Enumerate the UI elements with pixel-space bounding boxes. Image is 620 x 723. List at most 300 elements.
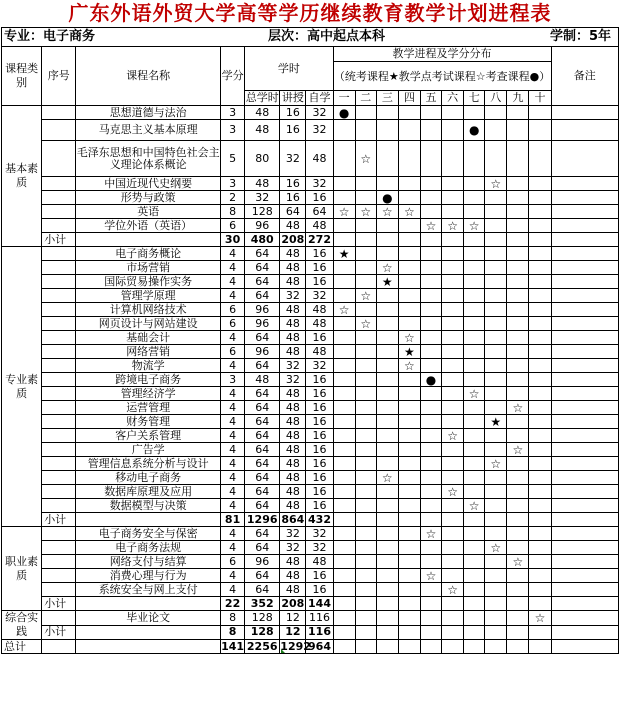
term-cell <box>464 289 485 303</box>
term-cell <box>507 275 529 289</box>
seq-cell <box>42 499 76 513</box>
credit-cell: 4 <box>221 359 245 373</box>
term-cell <box>333 569 355 583</box>
term-cell <box>376 219 398 233</box>
term-cell <box>398 317 420 331</box>
term-cell <box>529 191 551 205</box>
term-cell <box>529 443 551 457</box>
term-cell <box>398 457 420 471</box>
term-cell <box>333 177 355 191</box>
term-cell <box>420 359 441 373</box>
term-marker: ☆ <box>485 541 507 555</box>
hours-self-cell: 16 <box>306 485 333 499</box>
header-dist-title: 教学进程及学分分布 <box>333 47 551 62</box>
term-cell <box>529 303 551 317</box>
hours-self-cell: 48 <box>306 141 333 177</box>
term-cell <box>376 457 398 471</box>
course-name: 管理学原理 <box>76 289 221 303</box>
credit-cell: 6 <box>221 219 245 233</box>
term-cell <box>529 120 551 141</box>
term-cell <box>485 443 507 457</box>
term-cell <box>485 569 507 583</box>
term-cell <box>442 541 464 555</box>
seq-cell <box>42 541 76 555</box>
term-cell <box>507 289 529 303</box>
term-cell <box>376 359 398 373</box>
hours-total-cell: 128 <box>245 611 280 626</box>
term-marker: ★ <box>485 415 507 429</box>
term-cell <box>485 471 507 485</box>
term-cell <box>420 443 441 457</box>
category-cell: 专业素质 <box>2 247 42 527</box>
term-cell <box>529 177 551 191</box>
term-cell <box>442 640 464 654</box>
term-cell <box>333 261 355 275</box>
term-cell <box>398 275 420 289</box>
term-cell <box>442 401 464 415</box>
term-cell <box>442 331 464 345</box>
term-cell <box>485 233 507 247</box>
term-cell <box>507 191 529 205</box>
term-cell <box>333 513 355 527</box>
term-cell <box>333 625 355 640</box>
credit-cell: 5 <box>221 141 245 177</box>
remark-cell <box>551 471 618 485</box>
term-cell <box>333 429 355 443</box>
seq-cell <box>42 261 76 275</box>
term-cell <box>485 429 507 443</box>
seq-cell <box>42 429 76 443</box>
hours-lecture-cell: 48 <box>280 345 306 359</box>
subtotal-name-blank <box>76 597 221 611</box>
term-cell <box>485 597 507 611</box>
subtotal-label: 小计 <box>42 625 76 640</box>
course-name: 计算机网络技术 <box>76 303 221 317</box>
term-cell <box>529 471 551 485</box>
hours-total-cell: 96 <box>245 317 280 331</box>
course-name: 英语 <box>76 205 221 219</box>
term-cell <box>333 499 355 513</box>
term-marker: ● <box>420 373 441 387</box>
course-row <box>2 527 619 541</box>
term-cell <box>376 345 398 359</box>
term-cell <box>398 429 420 443</box>
term-cell <box>420 106 441 120</box>
hours-self-cell: 16 <box>306 247 333 261</box>
category-cell: 基本素质 <box>2 106 42 247</box>
course-row <box>2 611 619 626</box>
subtotal-hours-lecture: 208 <box>281 232 305 246</box>
course-row <box>2 373 619 387</box>
term-cell <box>333 527 355 541</box>
total-name-blank <box>76 640 221 654</box>
course-row <box>2 205 619 219</box>
term-cell <box>529 219 551 233</box>
term-cell <box>376 247 398 261</box>
remark-cell <box>551 569 618 583</box>
term-cell <box>507 373 529 387</box>
term-marker: ☆ <box>507 443 529 457</box>
term-cell <box>398 289 420 303</box>
term-marker: ● <box>464 120 485 141</box>
term-cell <box>507 331 529 345</box>
term-marker: ☆ <box>376 471 398 485</box>
hours-lecture-cell: 48 <box>280 485 306 499</box>
plan-table <box>1 46 619 654</box>
course-row <box>2 219 619 233</box>
term-cell <box>333 141 355 177</box>
remark-cell <box>551 219 618 233</box>
subtotal-hours-self: 144 <box>306 597 333 611</box>
course-name: 客户关系管理 <box>76 429 221 443</box>
credit-cell: 8 <box>221 205 245 219</box>
hours-self-cell: 16 <box>306 583 333 597</box>
seq-cell <box>42 289 76 303</box>
subtotal-row <box>2 513 619 527</box>
term-cell <box>464 513 485 527</box>
seq-cell <box>42 141 76 177</box>
hours-total-cell: 48 <box>245 177 280 191</box>
hours-total-cell: 128 <box>245 205 280 219</box>
remark-cell <box>551 359 618 373</box>
term-marker: ★ <box>376 275 398 289</box>
hours-self-cell: 32 <box>306 177 333 191</box>
term-cell <box>485 499 507 513</box>
hours-self-cell: 16 <box>306 415 333 429</box>
term-cell <box>376 373 398 387</box>
term-cell <box>355 401 376 415</box>
term-cell <box>464 569 485 583</box>
term-cell <box>507 303 529 317</box>
term-cell <box>333 289 355 303</box>
term-cell <box>355 429 376 443</box>
term-marker: ☆ <box>355 205 376 219</box>
credit-cell: 4 <box>221 527 245 541</box>
course-row <box>2 345 619 359</box>
subtotal-hours-lecture: 208 <box>281 596 305 610</box>
credit-cell: 6 <box>221 317 245 331</box>
term-cell <box>507 640 529 654</box>
total-hours-self: 964 <box>306 640 333 654</box>
seq-cell <box>42 205 76 219</box>
term-cell <box>376 331 398 345</box>
course-name: 中国近现代史纲要 <box>76 177 221 191</box>
header-term-4: 四 <box>398 91 420 106</box>
term-marker: ☆ <box>485 457 507 471</box>
term-cell <box>333 597 355 611</box>
course-name: 财务管理 <box>76 415 221 429</box>
credit-cell: 4 <box>221 499 245 513</box>
term-cell <box>376 513 398 527</box>
hours-lecture-cell: 12 <box>280 611 306 626</box>
term-cell <box>376 233 398 247</box>
term-marker: ☆ <box>442 583 464 597</box>
term-cell <box>398 415 420 429</box>
term-cell <box>507 611 529 626</box>
seq-cell <box>42 555 76 569</box>
hours-lecture-cell: 48 <box>280 261 306 275</box>
subtotal-hours-total: 128 <box>245 625 280 640</box>
seq-cell <box>42 275 76 289</box>
header-row-1 <box>2 47 619 62</box>
term-cell <box>355 120 376 141</box>
course-name: 基础会计 <box>76 331 221 345</box>
term-cell <box>420 345 441 359</box>
term-cell <box>485 303 507 317</box>
header-seq: 序号 <box>42 47 76 106</box>
hours-lecture-cell: 48 <box>280 247 306 261</box>
term-cell <box>464 331 485 345</box>
remark-cell <box>551 205 618 219</box>
term-cell <box>333 611 355 626</box>
term-cell <box>507 205 529 219</box>
term-cell <box>507 233 529 247</box>
term-cell <box>507 317 529 331</box>
header-hours-self: 自学 <box>306 91 333 106</box>
hours-lecture-cell: 48 <box>280 569 306 583</box>
term-cell <box>442 303 464 317</box>
term-cell <box>420 625 441 640</box>
remark-cell <box>551 541 618 555</box>
term-cell <box>507 359 529 373</box>
seq-cell <box>42 219 76 233</box>
hours-lecture-cell: 48 <box>280 275 306 289</box>
subtotal-credit: 22 <box>221 597 245 611</box>
credit-cell: 4 <box>221 569 245 583</box>
term-cell <box>398 513 420 527</box>
term-cell <box>420 485 441 499</box>
seq-cell <box>42 177 76 191</box>
term-cell <box>420 429 441 443</box>
subtotal-hours-lecture: 864 <box>281 512 305 526</box>
term-cell <box>485 345 507 359</box>
course-name: 国际贸易操作实务 <box>76 275 221 289</box>
term-cell <box>464 415 485 429</box>
course-name: 系统安全与网上支付 <box>76 583 221 597</box>
hours-total-cell: 64 <box>245 499 280 513</box>
term-cell <box>529 485 551 499</box>
term-cell <box>355 359 376 373</box>
hours-total-cell: 96 <box>245 555 280 569</box>
term-cell <box>507 177 529 191</box>
term-cell <box>529 555 551 569</box>
term-cell <box>398 611 420 626</box>
term-cell <box>442 415 464 429</box>
term-cell <box>398 387 420 401</box>
term-cell <box>355 373 376 387</box>
course-row <box>2 261 619 275</box>
term-cell <box>485 219 507 233</box>
term-cell <box>442 141 464 177</box>
term-cell <box>376 415 398 429</box>
term-marker: ☆ <box>398 359 420 373</box>
header-term-10: 十 <box>529 91 551 106</box>
remark-cell <box>551 485 618 499</box>
term-cell <box>529 597 551 611</box>
term-marker: ☆ <box>376 261 398 275</box>
hours-self-cell: 16 <box>306 499 333 513</box>
remark-cell <box>551 457 618 471</box>
total-seq-blank <box>42 640 76 654</box>
term-cell <box>376 289 398 303</box>
hours-self-cell: 64 <box>306 205 333 219</box>
course-name: 数据模型与决策 <box>76 499 221 513</box>
term-cell <box>398 625 420 640</box>
seq-cell <box>42 191 76 205</box>
term-marker: ● <box>333 106 355 120</box>
course-name: 电子商务安全与保密 <box>76 527 221 541</box>
course-row <box>2 457 619 471</box>
course-row <box>2 443 619 457</box>
term-cell <box>442 387 464 401</box>
hours-lecture-cell: 32 <box>280 527 306 541</box>
remark-cell <box>551 141 618 177</box>
term-cell <box>464 541 485 555</box>
header-term-3: 三 <box>376 91 398 106</box>
term-cell <box>355 555 376 569</box>
term-marker: ★ <box>333 247 355 261</box>
hours-lecture-cell: 16 <box>280 177 306 191</box>
credit-cell: 3 <box>221 373 245 387</box>
term-cell <box>333 373 355 387</box>
hours-self-cell: 16 <box>306 443 333 457</box>
term-cell <box>485 527 507 541</box>
subtotal-hours-total: 1296 <box>245 513 280 527</box>
term-cell <box>485 359 507 373</box>
header-term-2: 二 <box>355 91 376 106</box>
seq-cell <box>42 345 76 359</box>
term-cell <box>355 177 376 191</box>
term-cell <box>507 387 529 401</box>
hours-lecture-cell: 48 <box>280 303 306 317</box>
course-row <box>2 317 619 331</box>
course-row <box>2 499 619 513</box>
term-cell <box>398 555 420 569</box>
term-cell <box>398 527 420 541</box>
term-cell <box>442 177 464 191</box>
remark-cell <box>551 233 618 247</box>
credit-cell: 8 <box>221 611 245 626</box>
term-cell <box>355 219 376 233</box>
term-cell <box>507 597 529 611</box>
hours-self-cell: 16 <box>306 429 333 443</box>
hours-total-cell: 64 <box>245 541 280 555</box>
header-category: 课程类别 <box>2 47 42 106</box>
term-cell <box>398 471 420 485</box>
term-cell <box>485 387 507 401</box>
course-name: 学位外语（英语） <box>76 219 221 233</box>
term-cell <box>355 345 376 359</box>
term-cell <box>507 219 529 233</box>
term-cell <box>355 513 376 527</box>
seq-cell <box>42 401 76 415</box>
term-cell <box>529 513 551 527</box>
hours-lecture-cell: 48 <box>280 443 306 457</box>
remark-cell <box>551 415 618 429</box>
hours-self-cell: 48 <box>306 555 333 569</box>
credit-cell: 4 <box>221 275 245 289</box>
term-cell <box>442 106 464 120</box>
term-cell <box>376 640 398 654</box>
term-cell <box>333 415 355 429</box>
credit-cell: 2 <box>221 191 245 205</box>
term-cell <box>507 141 529 177</box>
course-row <box>2 177 619 191</box>
term-cell <box>485 289 507 303</box>
hours-total-cell: 64 <box>245 457 280 471</box>
course-name: 电子商务法规 <box>76 541 221 555</box>
hours-total-cell: 48 <box>245 373 280 387</box>
term-cell <box>529 499 551 513</box>
subtotal-credit: 8 <box>221 625 245 640</box>
remark-cell <box>551 120 618 141</box>
remark-cell <box>551 106 618 120</box>
term-marker: ● <box>376 191 398 205</box>
term-cell <box>333 191 355 205</box>
hours-lecture-cell: 48 <box>280 387 306 401</box>
course-row <box>2 401 619 415</box>
term-cell <box>376 527 398 541</box>
term-cell <box>485 485 507 499</box>
remark-cell <box>551 289 618 303</box>
term-cell <box>355 387 376 401</box>
term-cell <box>485 513 507 527</box>
term-cell <box>507 625 529 640</box>
hours-self-cell: 32 <box>306 106 333 120</box>
credit-cell: 4 <box>221 443 245 457</box>
term-cell <box>464 485 485 499</box>
term-cell <box>529 345 551 359</box>
subtotal-row <box>2 233 619 247</box>
term-cell <box>376 387 398 401</box>
remark-cell <box>551 611 618 626</box>
term-cell <box>529 289 551 303</box>
remark-cell <box>551 555 618 569</box>
term-marker: ☆ <box>355 317 376 331</box>
term-cell <box>355 275 376 289</box>
hours-total-cell: 64 <box>245 247 280 261</box>
credit-cell: 4 <box>221 261 245 275</box>
term-cell <box>442 275 464 289</box>
subtotal-label: 小计 <box>42 597 76 611</box>
hours-self-cell: 32 <box>306 120 333 141</box>
term-cell <box>464 597 485 611</box>
hours-self-cell: 32 <box>306 527 333 541</box>
seq-cell <box>42 443 76 457</box>
seq-cell <box>42 303 76 317</box>
term-cell <box>376 485 398 499</box>
term-cell <box>398 177 420 191</box>
term-cell <box>420 331 441 345</box>
subtotal-row <box>2 597 619 611</box>
total-hours-total: 2256 <box>245 640 280 654</box>
term-cell <box>442 457 464 471</box>
term-cell <box>529 625 551 640</box>
term-cell <box>420 513 441 527</box>
term-cell <box>529 457 551 471</box>
term-cell <box>420 471 441 485</box>
term-cell <box>355 485 376 499</box>
term-cell <box>442 247 464 261</box>
term-cell <box>420 275 441 289</box>
term-cell <box>398 373 420 387</box>
seq-cell <box>42 569 76 583</box>
term-cell <box>333 219 355 233</box>
term-cell <box>442 289 464 303</box>
term-cell <box>420 205 441 219</box>
header-credit: 学分 <box>221 47 245 106</box>
hours-total-cell: 64 <box>245 401 280 415</box>
